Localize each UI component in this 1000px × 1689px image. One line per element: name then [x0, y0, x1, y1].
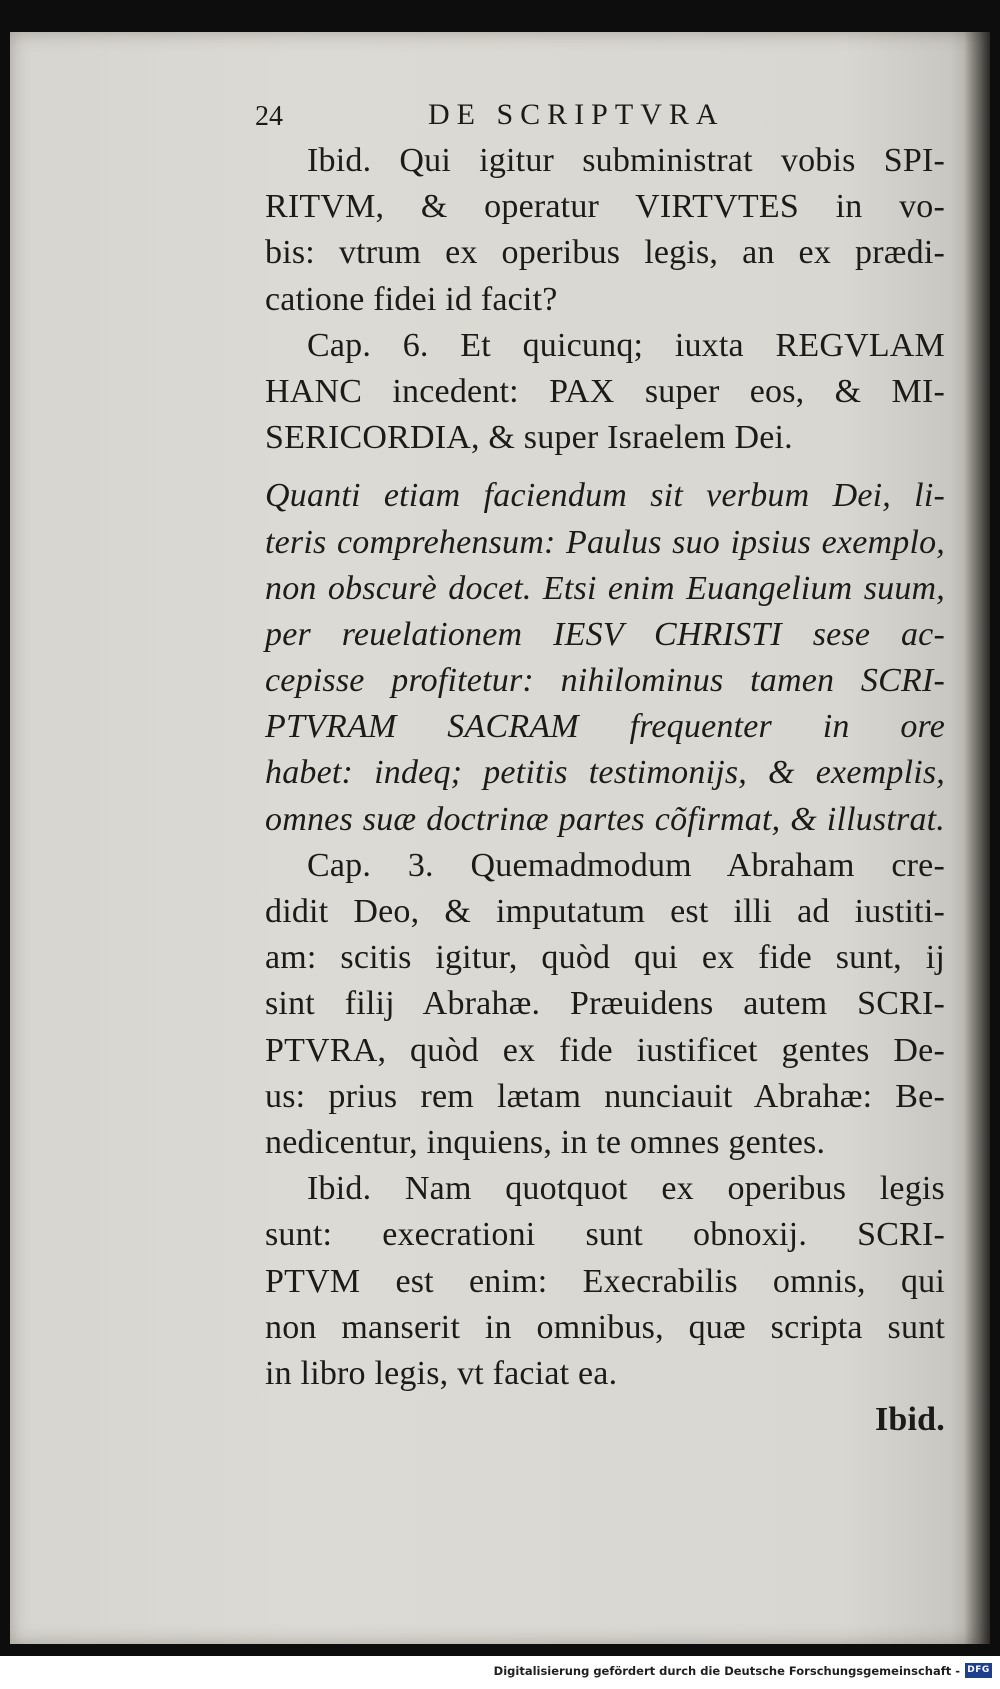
- text-line: SERICORDIA, & super Israelem Dei.: [265, 419, 793, 457]
- book-page: [10, 32, 990, 1644]
- passage-ibid-1: [265, 138, 945, 323]
- text-line: teris comprehensum: Paulus suo ipsius exemplo,: [265, 523, 945, 561]
- text-line: us: prius rem lætam nunciauit Abrahæ: Be-: [265, 1077, 945, 1115]
- text-line: non obscurè docet. Etsi enim Euangelium suum,: [265, 569, 945, 607]
- text-line: Ibid. Qui igitur subministrat vobis SPI-: [307, 142, 945, 179]
- text-line: HANC incedent: PAX super eos, & MI-: [265, 372, 945, 410]
- text-line: didit Deo, & imputatum est illi ad iustiti-: [265, 893, 945, 930]
- page-header: [255, 90, 945, 138]
- text-line: omnes suæ doctrinæ partes cõfirmat, & illustrat.: [265, 800, 945, 838]
- passage-ibid-2: [265, 1166, 945, 1397]
- dfg-logo: DFG: [965, 1663, 992, 1678]
- text-line: Ibid. Nam quotquot ex operibus legis: [307, 1170, 945, 1208]
- text-line: PTVRA, quòd ex fide iustificet gentes De-: [265, 1031, 945, 1069]
- text-line: Quanti etiam faciendum sit verbum Dei, li-: [265, 477, 945, 515]
- text-line: nedicentur, inquiens, in te omnes gentes.: [265, 1123, 826, 1161]
- text-line: in libro legis, vt faciat ea.: [265, 1354, 618, 1392]
- text-line: RITVM, & operatur VIRTVTES in vo-: [265, 188, 945, 226]
- text-line: Cap. 6. Et quicunq; iuxta REGVLAM: [307, 326, 945, 364]
- text-line: catione fidei id facit?: [265, 280, 558, 318]
- text-line: sint filij Abrahæ. Præuidens autem SCRI-: [265, 985, 945, 1023]
- text-line: non manserit in omnibus, quæ scripta sunt: [265, 1308, 945, 1346]
- page-number: 24: [255, 101, 283, 132]
- footer-bar: [0, 1656, 1000, 1689]
- text-line: per reuelationem IESV CHRISTI sese ac-: [265, 615, 945, 653]
- commentary-paragraph: [265, 473, 945, 843]
- text-line: Cap. 3. Quemadmodum Abraham cre-: [307, 846, 945, 884]
- text-line: bis: vtrum ex operibus legis, an ex prædi-: [265, 234, 945, 272]
- text-line: cepisse profitetur: nihilominus tamen SCRI-: [265, 662, 945, 700]
- text-line: PTVM est enim: Execrabilis omnis, qui: [265, 1262, 945, 1300]
- page-edge-shadow: [964, 32, 990, 1644]
- text-line: am: scitis igitur, quòd qui ex fide sunt, ij: [265, 939, 945, 977]
- passage-cap-6: [265, 323, 945, 462]
- text-block: [255, 90, 945, 1443]
- catchword: Ibid.: [875, 1401, 945, 1439]
- paragraph-gap: [265, 461, 945, 473]
- text-line: sunt: execrationi sunt obnoxij. SCRI-: [265, 1216, 945, 1254]
- running-head: DE SCRIPTVRA: [428, 98, 725, 131]
- funding-credit: Digitalisierung gefördert durch die Deutsche Forschungsgemeinschaft -: [493, 1664, 960, 1678]
- text-line: PTVRAM SACRAM frequenter in ore: [265, 708, 945, 746]
- passage-cap-3: [265, 843, 945, 1166]
- text-line: habet: indeq; petitis testimonijs, & exemplis,: [265, 754, 945, 792]
